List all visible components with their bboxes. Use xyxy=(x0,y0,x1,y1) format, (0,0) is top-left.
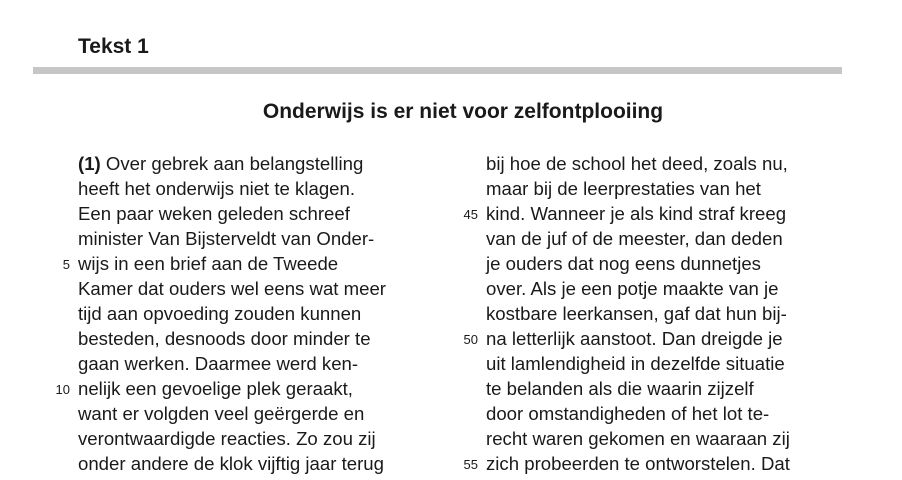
section-label: Tekst 1 xyxy=(78,35,149,58)
header-divider xyxy=(33,67,842,74)
text-line xyxy=(456,276,790,301)
line-text: tijd aan opvoeding zouden kunnen xyxy=(78,303,362,324)
line-text: Een paar weken geleden schreef xyxy=(78,203,350,224)
text-line xyxy=(48,351,386,376)
line-text: nelijk een gevoelige plek geraakt, xyxy=(78,378,353,399)
text-line xyxy=(48,426,386,451)
line-text: besteden, desnoods door minder te xyxy=(78,328,371,349)
line-text: wijs in een brief aan de Tweede xyxy=(78,253,339,274)
text-line xyxy=(456,451,790,476)
text-line xyxy=(456,326,790,351)
line-number: 10 xyxy=(55,382,70,397)
line-text: Over gebrek aan belangstelling xyxy=(100,153,364,174)
line-text: van de juf of de meester, dan deden xyxy=(486,228,783,249)
line-text: want er volgden veel geërgerde en xyxy=(78,403,365,424)
text-line xyxy=(48,176,386,201)
text-line xyxy=(48,251,386,276)
line-text: kind. Wanneer je als kind straf kreeg xyxy=(486,203,787,224)
text-line xyxy=(48,226,386,251)
text-line xyxy=(48,326,386,351)
text-line xyxy=(48,451,386,476)
line-text: recht waren gekomen en waaraan zij xyxy=(486,428,790,449)
text-line xyxy=(48,201,386,226)
text-line xyxy=(48,376,386,401)
line-text: gaan werken. Daarmee werd ken- xyxy=(78,353,359,374)
line-text: te belanden als die waarin zijzelf xyxy=(486,378,754,399)
text-line xyxy=(456,201,790,226)
text-line xyxy=(48,401,386,426)
left-text-column xyxy=(48,151,386,476)
line-text: maar bij de leerprestaties van het xyxy=(486,178,761,199)
line-text: je ouders dat nog eens dunnetjes xyxy=(486,253,761,274)
line-text: verontwaardigde reacties. Zo zou zij xyxy=(78,428,376,449)
text-line xyxy=(456,426,790,451)
line-number: 5 xyxy=(62,257,70,272)
text-line xyxy=(48,301,386,326)
text-line xyxy=(48,151,386,176)
text-line xyxy=(456,401,790,426)
article-title: Onderwijs is er niet voor zelfontplooiing xyxy=(262,100,664,123)
text-line xyxy=(456,376,790,401)
paragraph-number: (1) xyxy=(78,153,101,174)
line-text: Kamer dat ouders wel eens wat meer xyxy=(78,278,386,299)
text-line xyxy=(456,176,790,201)
line-text: uit lamlendigheid in dezelfde situatie xyxy=(486,353,785,374)
line-number: 50 xyxy=(463,332,478,347)
line-text: bij hoe de school het deed, zoals nu, xyxy=(486,153,788,174)
line-text: minister Van Bijsterveldt van Onder- xyxy=(78,228,375,249)
line-text: over. Als je een potje maakte van je xyxy=(486,278,779,299)
line-number: 55 xyxy=(463,457,478,472)
text-line xyxy=(456,151,790,176)
text-line xyxy=(456,301,790,326)
text-line xyxy=(48,276,386,301)
line-text: heeft het onderwijs niet te klagen. xyxy=(78,178,356,199)
line-text: kostbare leerkansen, gaf dat hun bij- xyxy=(486,303,787,324)
text-line xyxy=(456,226,790,251)
line-text: onder andere de klok vijftig jaar terug xyxy=(78,453,384,474)
text-line xyxy=(456,351,790,376)
line-text: zich probeerden te ontworstelen. Dat xyxy=(486,453,790,474)
line-text: na letterlijk aanstoot. Dan dreigde je xyxy=(486,328,783,349)
right-text-column xyxy=(456,151,790,476)
text-line xyxy=(456,251,790,276)
line-number: 45 xyxy=(463,207,478,222)
line-text: door omstandigheden of het lot te- xyxy=(486,403,770,424)
